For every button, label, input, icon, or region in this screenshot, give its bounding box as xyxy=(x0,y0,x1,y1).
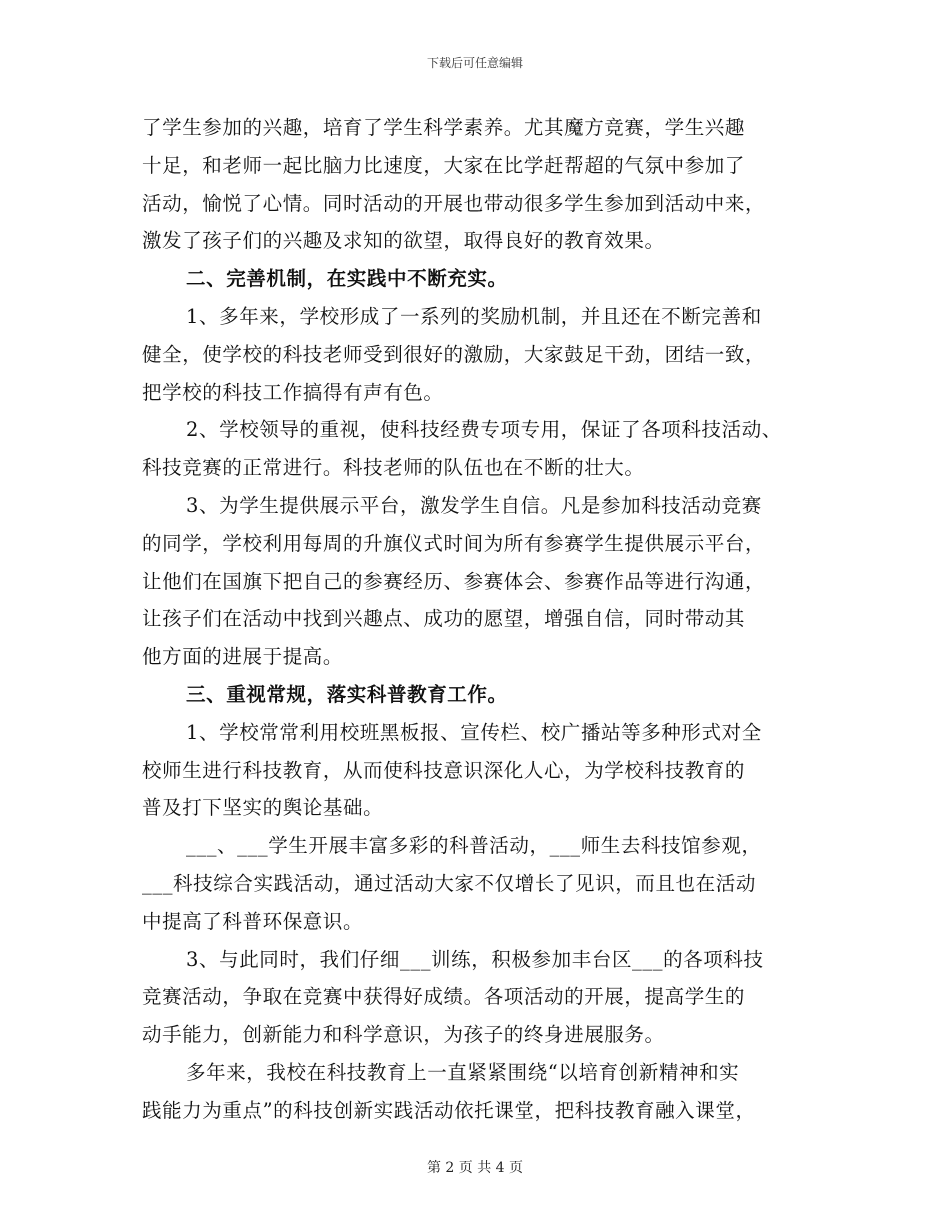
text-line: 科技竞赛的正常进行。科技老师的队伍也在不断的壮大。 xyxy=(142,456,645,480)
paragraph-7 xyxy=(142,941,812,1054)
text-line: 让他们在国旗下把自己的参赛经历、参赛体会、参赛作品等进行沟通， xyxy=(142,569,766,593)
text-line: 让孩子们在活动中找到兴趣点、成功的愿望，增强自信，同时带动其 xyxy=(142,607,746,631)
text-line: 激发了孩子们的兴趣及求知的欲望，取得良好的教育效果。 xyxy=(142,229,665,253)
text-line: 普及打下坚实的舆论基础。 xyxy=(142,796,384,820)
text-line: 多年来，我校在科技教育上一直紧紧围绕“以培育创新精神和实 xyxy=(186,1060,740,1084)
paragraph-3 xyxy=(142,411,812,487)
text-line: 2、学校领导的重视，使科技经费专项专用，保证了各项科技活动、 xyxy=(186,418,782,442)
text-line: 把学校的科技工作搞得有声有色。 xyxy=(142,380,444,404)
text-line: 活动，愉悦了心情。同时活动的开展也带动很多学生参加到活动中来， xyxy=(142,191,766,215)
text-line: 竞赛活动，争取在竞赛中获得好成绩。各项活动的开展，提高学生的 xyxy=(142,985,746,1009)
text-line: 1、学校常常利用校班黑板报、宣传栏、校广播站等多种形式对全 xyxy=(186,720,762,744)
text-line: ___科技综合实践活动，通过活动大家不仅增长了见识，而且也在活动 xyxy=(142,871,756,895)
text-line: 3、与此同时，我们仔细___训练，积极参加丰台区___的各项科技 xyxy=(186,947,764,971)
page-number: 第 2 页 共 4 页 xyxy=(426,1160,524,1176)
text-line: 1、多年来，学校形成了一系列的奖励机制，并且还在不断完善和 xyxy=(186,304,762,328)
text-line: 践能力为重点”的科技创新实践活动依托课堂，把科技教育融入课堂， xyxy=(142,1098,756,1122)
text-line: 3、为学生提供展示平台，激发学生自信。凡是参加科技活动竞赛 xyxy=(186,493,762,517)
text-line: 健全，使学校的科技老师受到很好的激励，大家鼓足干劲，团结一致， xyxy=(142,342,766,366)
section-heading-3: 三、重视常规，落实科普教育工作。 xyxy=(186,682,508,706)
text-line: 校师生进行科技教育，从而使科技意识深化人心，为学校科技教育的 xyxy=(142,758,746,782)
text-line: ___、___学生开展丰富多彩的科普活动，___师生去科技馆参观， xyxy=(186,834,762,858)
paragraph-2 xyxy=(142,298,812,411)
section-heading-2: 二、完善机制，在实践中不断充实。 xyxy=(186,267,508,291)
text-line: 十足，和老师一起比脑力比速度，大家在比学赶帮超的气氛中参加了 xyxy=(142,153,746,177)
text-line: 他方面的进展于提高。 xyxy=(142,645,344,669)
paragraph-8 xyxy=(142,1054,812,1130)
text-line: 动手能力，创新能力和科学意识，为孩子的终身进展服务。 xyxy=(142,1023,665,1047)
document-body xyxy=(142,109,812,1130)
paragraph-5 xyxy=(142,714,812,827)
text-line: 中提高了科普环保意识。 xyxy=(142,909,364,933)
paragraph-1 xyxy=(142,109,812,260)
paragraph-6 xyxy=(142,827,812,940)
page-header-note: 下载后可任意编辑 xyxy=(426,56,523,70)
text-line: 的同学，学校利用每周的升旗仪式时间为所有参赛学生提供展示平台， xyxy=(142,531,766,555)
paragraph-4 xyxy=(142,487,812,676)
text-line: 了学生参加的兴趣，培育了学生科学素养。尤其魔方竞赛，学生兴趣 xyxy=(142,116,746,139)
